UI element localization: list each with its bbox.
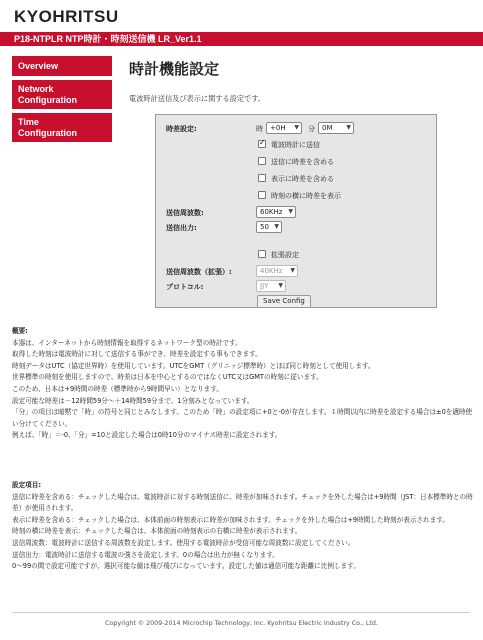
frequency-select[interactable] bbox=[256, 206, 296, 218]
logo bbox=[14, 8, 119, 26]
send-to-clock-checkbox[interactable] bbox=[258, 140, 266, 148]
chevron-down-icon: ▼ bbox=[274, 223, 279, 230]
settings-help-line: 0～99の間で設定可能ですが、選択可能な値は飛び飛びになっています。設定した値は通信可能な距離に比例します。 bbox=[12, 562, 360, 571]
page-title: 時計機能設定 bbox=[129, 60, 220, 78]
include-diff-in-send-checkbox[interactable] bbox=[258, 157, 266, 165]
sidebar-item-label: Network Configuration bbox=[18, 84, 77, 105]
settings-help-line: 送信に時差を含める：チェックした場合は、電波時計に対する時刻送信に、時差が加味されます。チェックを外した場合は+9時間（JST：日本標準時との時差）が使用されます。 bbox=[12, 492, 473, 513]
extended-settings-checkbox[interactable] bbox=[258, 250, 266, 258]
overview-line: 本器は、インターネットから時刻情報を取得するネットワーク型の時計です。 bbox=[12, 338, 242, 347]
check-icon: ✓ bbox=[259, 138, 266, 147]
minute-select-value: 0M bbox=[322, 124, 333, 132]
overview-section bbox=[12, 326, 474, 442]
overview-line: 世界標準の時刻を使用しますので、時差は日本を中心とするのではなくUTC又はGMTの時刻に従います。 bbox=[12, 373, 323, 382]
ext-frequency-select-value: 40KHz bbox=[260, 267, 283, 275]
settings-help-line: 送信周波数：電波時計に送信する周波数を設定します。使用する電波時計が受信可能な周波数に設定してください。 bbox=[12, 538, 355, 547]
settings-help-line: 送信出力：電波時計に送信する電波の強さを設定します。0の場合は出力が無くなります。 bbox=[12, 550, 279, 559]
ext-frequency-select[interactable] bbox=[256, 265, 298, 277]
page-description: 電波時計送信及び表示に関する設定です。 bbox=[129, 94, 265, 103]
protocol-select-value: JJY bbox=[260, 282, 269, 290]
show-diff-beside-time-label: 時刻の横に時差を表示 bbox=[271, 192, 341, 200]
protocol-select[interactable] bbox=[256, 280, 286, 292]
power-select[interactable] bbox=[256, 221, 282, 233]
overview-line: 例えば、「時」＝-0、「分」=10と設定した場合は0時10分のマイナス時差に設定されます。 bbox=[12, 431, 282, 440]
sidebar-item-overview[interactable] bbox=[12, 56, 112, 76]
settings-help-line: 表示に時差を含める：チェックした場合は、本体前面の時刻表示に時差が加味されます。チェックを外した場合は+9時間した時刻が表示されます。 bbox=[12, 515, 449, 524]
overview-line: 時刻データはUTC（協定世界時）を使用しています。UTCをGMT（グリニッジ標準時）とほぼ同じ時刻として使用します。 bbox=[12, 361, 375, 370]
save-config-button[interactable]: Save Config bbox=[257, 295, 311, 308]
sidebar-item-network-configuration[interactable] bbox=[12, 80, 112, 109]
settings-panel bbox=[155, 114, 437, 308]
overview-line: 取得した時刻は電波時計に対して送信する事ができ、時差を設定する事もできます。 bbox=[12, 350, 262, 359]
overview-heading: 概要: bbox=[12, 327, 28, 335]
title-bar: P18-NTPLR NTP時計・時刻送信機 LR_Ver1.1 bbox=[0, 32, 483, 46]
frequency-select-value: 60KHz bbox=[260, 208, 283, 216]
footer-divider bbox=[12, 612, 470, 613]
chevron-down-icon: ▼ bbox=[346, 124, 351, 131]
minute-label: 分 bbox=[308, 125, 315, 133]
overview-line: このため、日本は+9時間の時差（標準時から9時間早い）となります。 bbox=[12, 384, 223, 393]
power-select-value: 50 bbox=[260, 223, 269, 231]
chevron-down-icon: ▼ bbox=[288, 208, 293, 215]
hour-select-value: +0H bbox=[270, 124, 286, 132]
hour-label: 時 bbox=[256, 125, 263, 133]
include-diff-in-display-checkbox[interactable] bbox=[258, 174, 266, 182]
settings-help-line: 時刻の横に時差を表示：チェックした場合は、本体前面の時刻表示の右横に時差が表示されます。 bbox=[12, 527, 302, 536]
show-diff-beside-time-checkbox[interactable] bbox=[258, 191, 266, 199]
power-label: 送信出力: bbox=[166, 224, 197, 232]
hour-select[interactable] bbox=[266, 122, 302, 134]
minute-select[interactable] bbox=[318, 122, 354, 134]
overview-line: 「分」の項目は暗黙で「時」の符号と同じとみなします。このため「時」の設定項に+0と-0が存在します。１時間以内に時差を設定する場合は±0を適時使い分けてください。 bbox=[12, 408, 473, 428]
send-to-clock-label: 電波時計に送信 bbox=[271, 141, 320, 149]
chevron-down-icon: ▼ bbox=[294, 124, 299, 131]
logo-text: KYOHRITSU bbox=[14, 7, 119, 26]
settings-help-heading: 設定項目: bbox=[12, 481, 42, 489]
chevron-down-icon: ▼ bbox=[290, 267, 295, 274]
sidebar-item-label: Time Configuration bbox=[18, 117, 77, 138]
time-diff-label: 時差設定: bbox=[166, 125, 197, 133]
sidebar-item-label: Overview bbox=[18, 61, 59, 71]
sidebar-item-time-configuration[interactable] bbox=[12, 113, 112, 142]
ext-frequency-label: 送信周波数（拡張）: bbox=[166, 268, 232, 276]
protocol-label: プロトコル: bbox=[166, 283, 204, 291]
extended-settings-label: 拡張設定 bbox=[271, 251, 299, 259]
sidebar bbox=[12, 56, 112, 146]
overview-line: 設定可能な時差は－12時間59分～＋14時間59分まで、1分刻みとなっています。 bbox=[12, 396, 254, 405]
settings-help-section bbox=[12, 480, 474, 573]
include-diff-in-send-label: 送信に時差を含める bbox=[271, 158, 334, 166]
chevron-down-icon: ▼ bbox=[278, 282, 283, 289]
frequency-label: 送信周波数: bbox=[166, 209, 204, 217]
footer-copyright: Copyright © 2009-2014 Microchip Technology, Inc. Kyohritsu Electric Industry Co., Ltd. bbox=[105, 620, 378, 627]
include-diff-in-display-label: 表示に時差を含める bbox=[271, 175, 334, 183]
